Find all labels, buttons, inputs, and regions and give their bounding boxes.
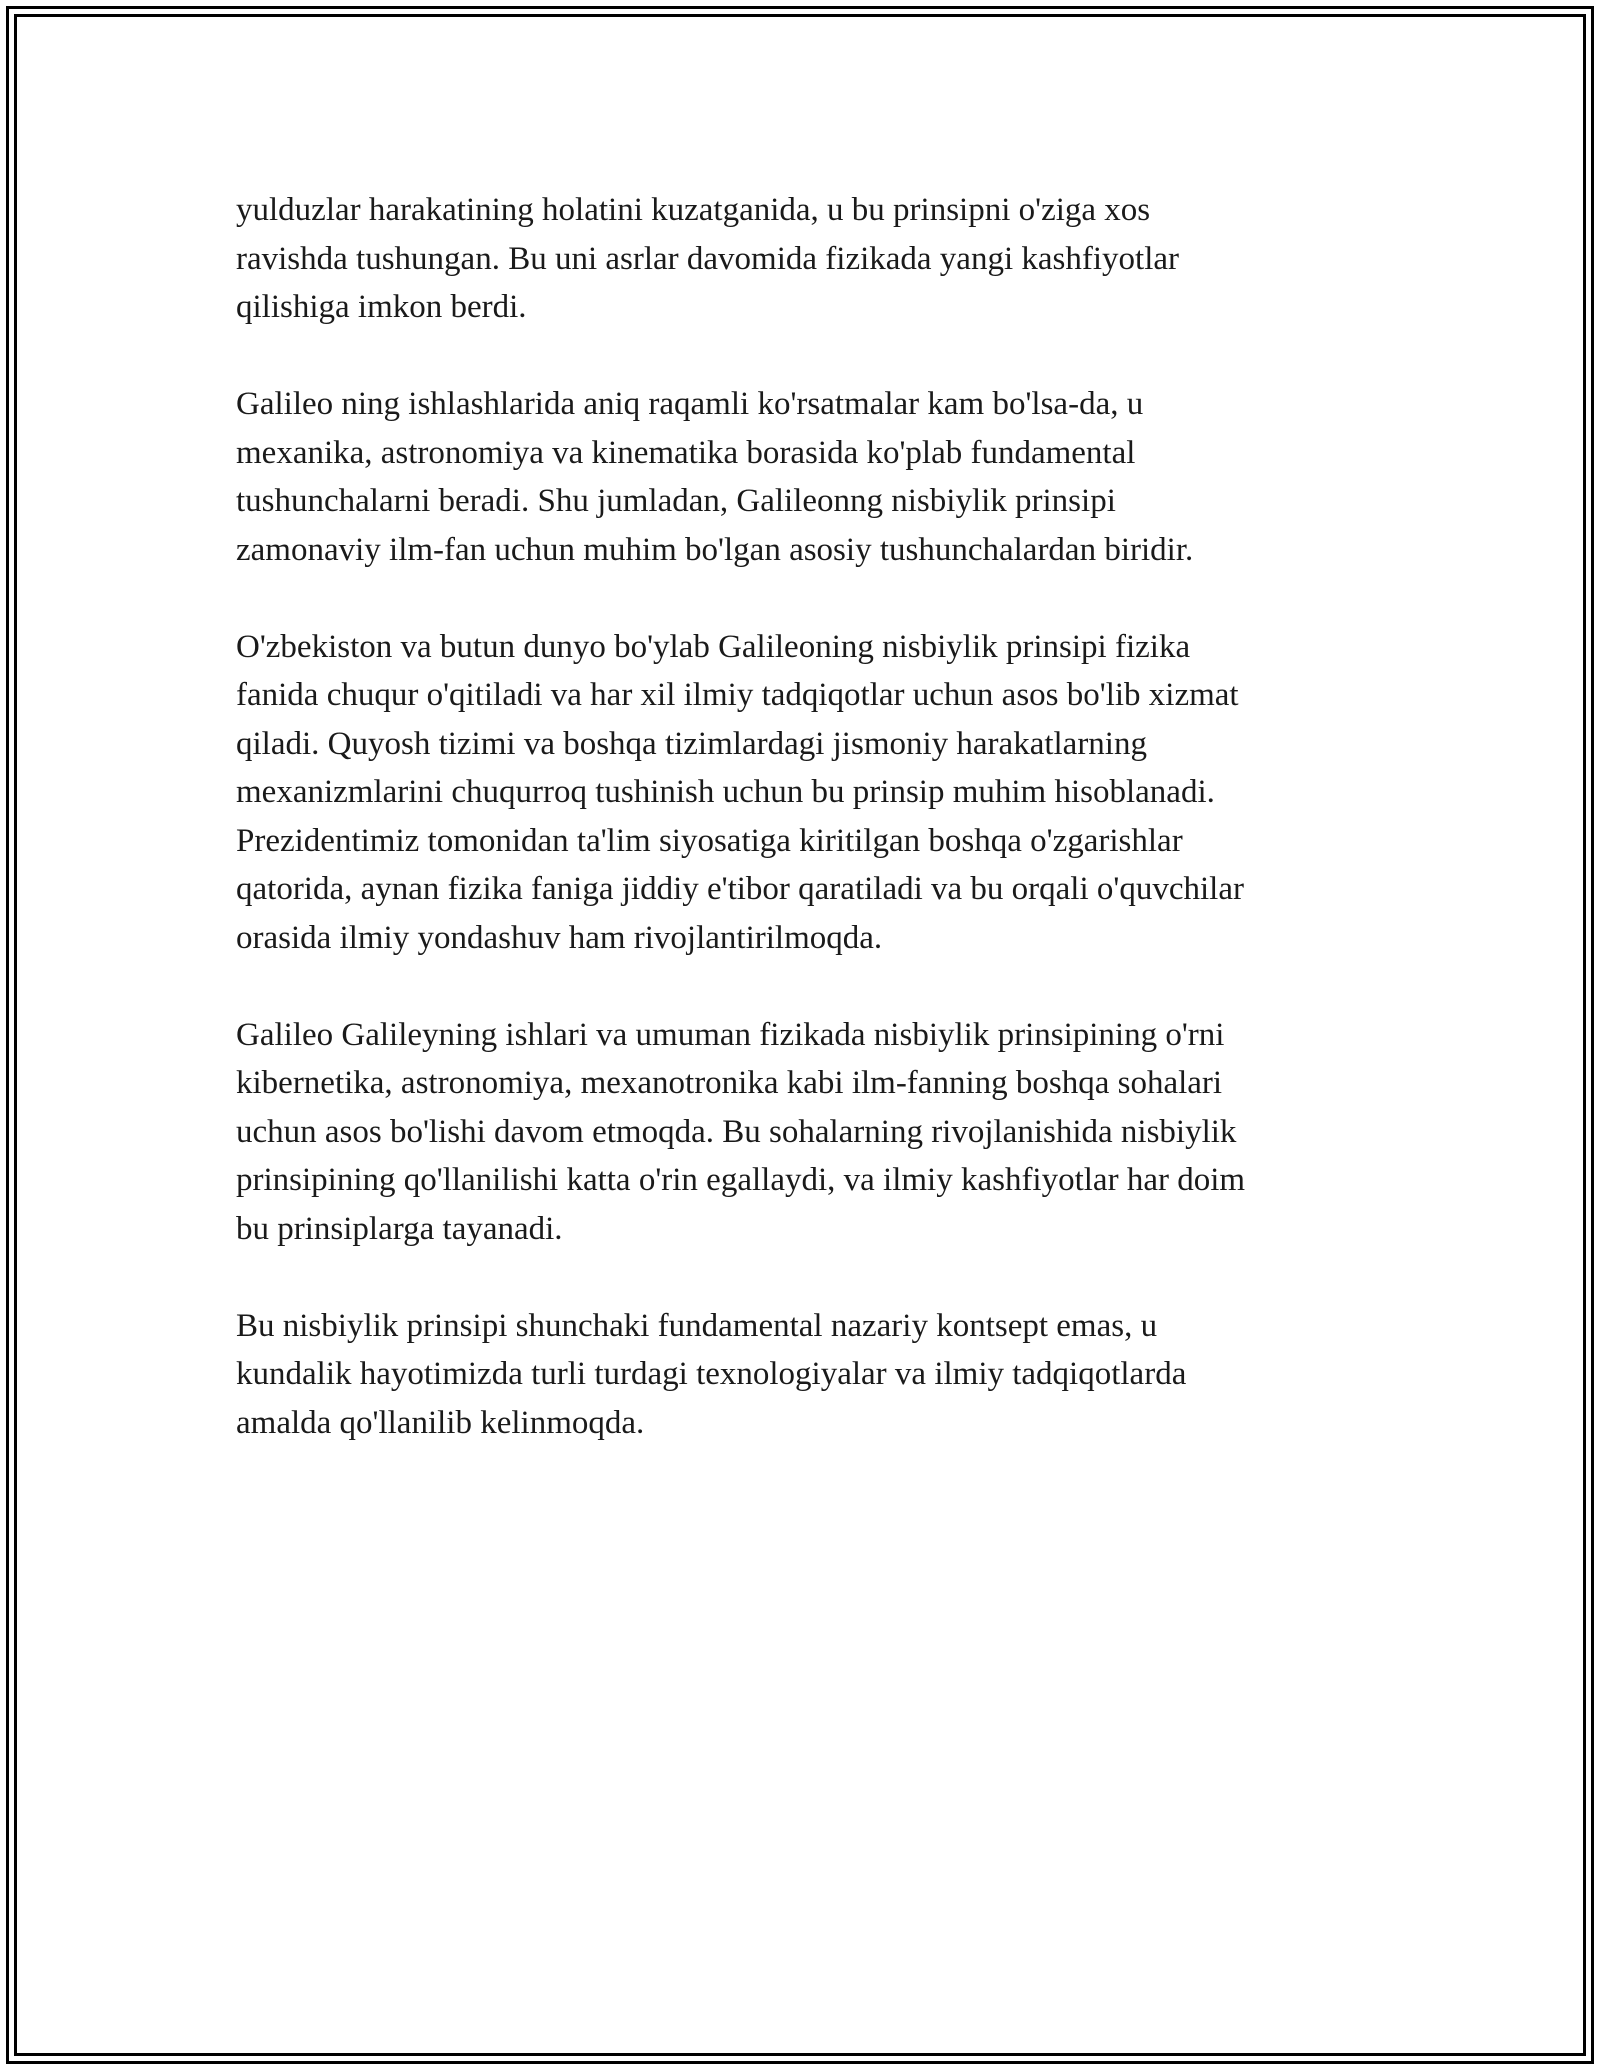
paragraph-3: O'zbekiston va butun dunyo bo'ylab Galileoning nisbiylik prinsipi fizika fanida chuqur o'qitiladi va har xil ilmiy tadqiqotlar uchun asos bo'lib xizmat qiladi. Quyosh tizimi va boshqa tizimlardagi jismoniy harakatlarning mexanizmlarini chuqurroq tushinish uchun bu prinsip muhim hisoblanadi. Prezidentimiz tomonidan ta'lim siyosatiga kiritilgan boshqa o'zgarishlar qatorida, aynan fizika faniga jiddiy e'tibor qaratiladi va bu orqali o'quvchilar orasida ilmiy yondashuv ham rivojlantirilmoqda. <box>236 628 1244 956</box>
paragraph-2: Galileo ning ishlashlarida aniq raqamli ko'rsatmalar kam bo'lsa-da, u mexanika, astronomiya va kinematika borasida ko'plab fundamental tushunchalarni beradi. Shu jumladan, Galileonng nisbiylik prinsipi zamonaviy ilm-fan uchun muhim bo'lgan asosiy tushunchalardan biridir. <box>236 386 1194 568</box>
paragraph-4: Galileo Galileyning ishlari va umuman fizikada nisbiylik prinsipining o'rni kibernetika, astronomiya, mexanotronika kabi ilm-fanning boshqa sohalari uchun asos bo'lishi davom etmoqda. Bu sohalarning rivojlanishida nisbiylik prinsipining qo'llanilishi katta o'rin egallaydi, va ilmiy kashfiyotlar har doim bu prinsiplarga tayanadi. <box>236 1016 1246 1247</box>
paragraph-5: Bu nisbiylik prinsipi shunchaki fundamental nazariy kontsept emas, u kundalik hayotimizda turli turdagi texnologiyalar va ilmiy tadqiqotlarda amalda qo'llanilib kelinmoqda. <box>236 1307 1187 1441</box>
document-body <box>236 186 1366 1496</box>
paragraph-1: yulduzlar harakatining holatini kuzatganida, u bu prinsipni o'ziga xos ravishda tushungan. Bu uni asrlar davomida fizikada yangi kashfiyotlar qilishiga imkon berdi. <box>236 192 1179 325</box>
